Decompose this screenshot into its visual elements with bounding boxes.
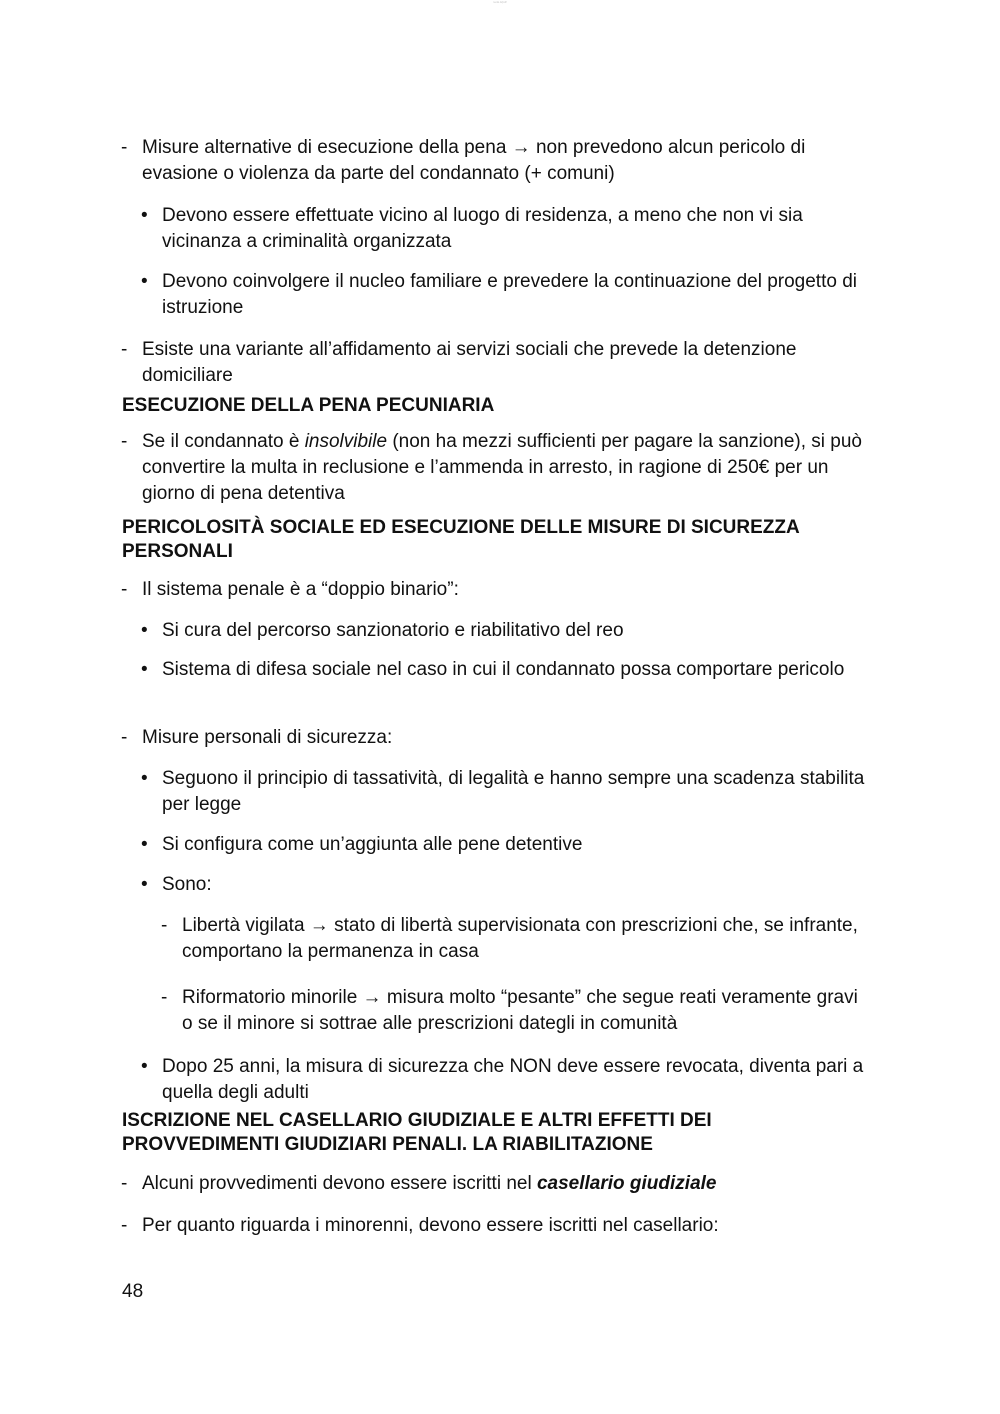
item-text: Dopo 25 anni, la misura di sicurezza che NON deve essere revocata, diventa pari a quella degli adulti [162, 1056, 864, 1103]
bullet-marker: • [141, 768, 148, 789]
page-number: 48 [122, 1281, 144, 1302]
section-heading: ISCRIZIONE NEL CASELLARIO GIUDIZIALE E ALTRI EFFETTI DEI PROVVEDIMENTI GIUDIZIARI PENALI. LA RIABILITAZIONE [122, 1110, 712, 1155]
bullet-marker: • [141, 205, 148, 226]
dash-marker: - [161, 987, 168, 1008]
item-text: Esiste una variante all’affidamento ai servizi sociali che prevede la detenzione domiciliare [142, 339, 797, 386]
item-text: Sono: [162, 874, 212, 895]
dash-marker: - [121, 1215, 128, 1236]
bullet-marker: • [141, 834, 148, 855]
item-text: Seguono il principio di tassatività, di legalità e hanno sempre una scadenza stabilita per legge [162, 768, 865, 815]
item-text: Riformatorio minorile → misura molto “pesante” che segue reati veramente gravi o se il minore si sottrae alle prescrizioni dategli in comunità [182, 987, 858, 1034]
bullet-marker: • [141, 659, 148, 680]
item-text: Si cura del percorso sanzionatorio e riabilitativo del reo [162, 620, 624, 641]
bullet-marker: • [141, 1056, 148, 1077]
bullet-marker: • [141, 874, 148, 895]
item-text: Per quanto riguarda i minorenni, devono essere iscritti nel casellario: [142, 1215, 719, 1236]
item-text: Se il condannato è insolvibile (non ha mezzi sufficienti per pagare la sanzione), si può convertire la multa in reclusione e l’ammenda in arresto, in ragione di 250€ per un giorno di pena detentiva [142, 431, 862, 504]
dash-marker: - [121, 727, 128, 748]
emphasis-text: insolvibile [304, 431, 388, 452]
item-text: Alcuni provvedimenti devono essere iscritti nel casellario giudiziale [142, 1173, 717, 1194]
dash-marker: - [121, 431, 128, 452]
item-text: Libertà vigilata → stato di libertà supervisionata con prescrizioni che, se infrante, comportano la permanenza in casa [182, 915, 858, 962]
item-text: Misure alternative di esecuzione della pena → non prevedono alcun pericolo di evasione o violenza da parte del condannato (+ comuni) [142, 137, 806, 184]
bullet-marker: • [141, 620, 148, 641]
bullet-marker: • [141, 271, 148, 292]
item-text: Il sistema penale è a “doppio binario”: [142, 579, 459, 600]
item-text: Misure personali di sicurezza: [142, 727, 393, 748]
dash-marker: - [161, 915, 168, 936]
emphasis-text: casellario giudiziale [536, 1173, 717, 1194]
item-text: Sistema di difesa sociale nel caso in cui il condannato possa comportare pericolo [162, 659, 845, 680]
item-text: Devono essere effettuate vicino al luogo di residenza, a meno che non vi sia vicinanza a criminalità organizzata [162, 205, 803, 252]
dash-marker: - [121, 339, 128, 360]
dash-marker: - [121, 579, 128, 600]
dash-marker: - [121, 1173, 128, 1194]
watermark: tenk.it/pdf [493, 0, 507, 4]
section-heading: PERICOLOSITÀ SOCIALE ED ESECUZIONE DELLE MISURE DI SICUREZZA PERSONALI [122, 517, 800, 562]
dash-marker: - [121, 137, 128, 158]
section-heading: ESECUZIONE DELLA PENA PECUNIARIA [122, 395, 495, 416]
item-text: Devono coinvolgere il nucleo familiare e prevedere la continuazione del progetto di istruzione [162, 271, 857, 318]
item-text: Si configura come un’aggiunta alle pene detentive [162, 834, 583, 855]
